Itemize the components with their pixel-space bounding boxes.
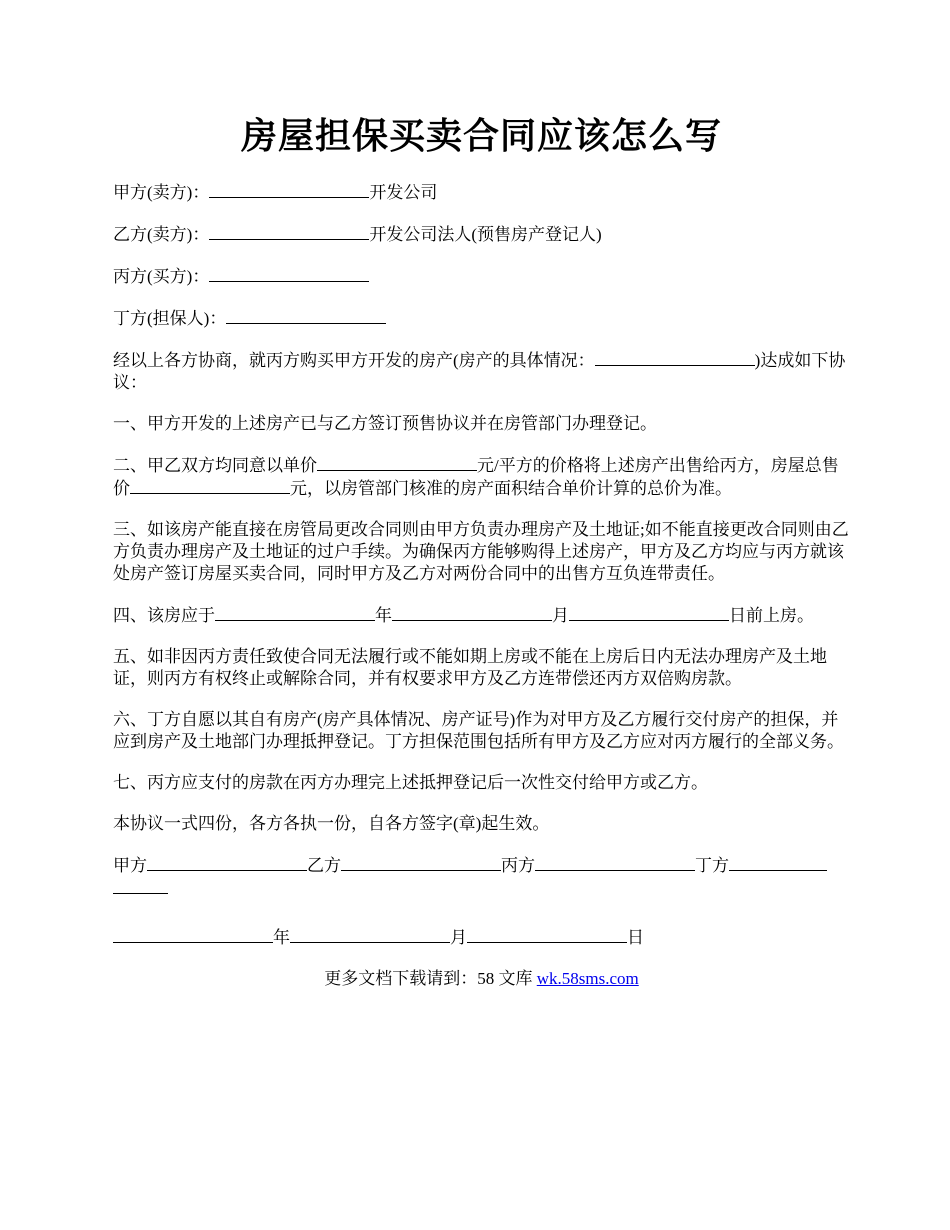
blank-line [215, 604, 375, 621]
blank-line [569, 604, 729, 621]
blank-line [113, 926, 273, 943]
party-b-suffix: 开发公司法人(预售房产登记人) [369, 225, 602, 244]
party-b-label: 乙方(卖方)： [113, 225, 210, 244]
blank-line [595, 349, 755, 366]
party-a-line [113, 181, 850, 204]
clause-3: 三、如该房产能直接在房管局更改合同则由甲方负责办理房产及土地证;如不能直接更改合同则由乙方负责办理房产及土地证的过户手续。为确保丙方能够购得上述房产，甲方及乙方均应与丙方就该处房产签订房屋买卖合同，同时甲方及乙方对两份合同中的出售方互负连带责任。 [113, 520, 849, 583]
party-a-label: 甲方(卖方)： [113, 183, 210, 202]
sign-party-c: 丙方 [501, 856, 535, 875]
month-label: 月 [552, 606, 569, 625]
party-b-line [113, 223, 850, 246]
blank-line [226, 307, 386, 324]
blank-line [341, 854, 501, 871]
sign-party-a: 甲方 [113, 856, 147, 875]
clause-5: 五、如非因丙方责任致使合同无法履行或不能如期上房或不能在上房后日内无法办理房产及土地证，则丙方有权终止或解除合同，并有权要求甲方及乙方连带偿还丙方双倍购房款。 [113, 647, 827, 688]
date-month-label: 月 [450, 928, 467, 947]
clause-6: 六、丁方自愿以其自有房产(房产具体情况、房产证号)作为对甲方及乙方履行交付房产的担保，并应到房产及土地部门办理抵押登记。丁方担保范围包括所有甲方及乙方应对丙方履行的全部义务。 [113, 710, 844, 751]
clause-4 [113, 604, 850, 627]
party-c-line [113, 265, 850, 288]
signature-line [113, 854, 850, 900]
blank-line [209, 265, 369, 282]
footer [113, 968, 850, 990]
document-body [113, 181, 850, 949]
blank-line [113, 877, 168, 894]
blank-line [147, 854, 307, 871]
intro-text-end: )达成如下协议： [113, 351, 846, 392]
clause-1: 一、甲方开发的上述房产已与乙方签订预售协议并在房管部门办理登记。 [113, 414, 657, 433]
intro-text: 经以上各方协商，就丙方购买甲方开发的房产(房产的具体情况： [113, 351, 595, 370]
year-label: 年 [375, 606, 392, 625]
blank-line [290, 926, 450, 943]
sign-party-b: 乙方 [307, 856, 341, 875]
blank-line [209, 223, 369, 240]
blank-line [392, 604, 552, 621]
party-c-label: 丙方(买方)： [113, 267, 210, 286]
party-d-label: 丁方(担保人)： [113, 309, 227, 328]
blank-line [729, 854, 827, 871]
date-year-label: 年 [273, 928, 290, 947]
clause-4-text: 日前上房。 [729, 606, 814, 625]
blank-line [317, 454, 477, 471]
page-title: 房屋担保买卖合同应该怎么写 [240, 116, 722, 156]
agreement-intro [113, 349, 850, 394]
blank-line [209, 181, 369, 198]
party-a-suffix: 开发公司 [369, 183, 438, 202]
clause-2-text: 元/平方的价格将上述房产出售给丙方，房屋总售价 [113, 456, 839, 498]
blank-line [467, 926, 627, 943]
party-d-line [113, 307, 850, 330]
clause-2-text: 元，以房管部门核准的房产面积结合单价计算的总价为准。 [290, 479, 732, 498]
footer-link[interactable]: wk.58sms.com [536, 969, 639, 988]
sign-party-d: 丁方 [695, 856, 729, 875]
date-line [113, 926, 850, 949]
clause-2 [113, 454, 850, 500]
blank-line [130, 477, 290, 494]
blank-line [535, 854, 695, 871]
clause-4-text: 四、该房应于 [113, 606, 215, 625]
clause-7: 七、丙方应支付的房款在丙方办理完上述抵押登记后一次性交付给甲方或乙方。 [113, 773, 708, 792]
footer-text: 更多文档下载请到：58 文库 [324, 969, 537, 988]
clause-8: 本协议一式四份，各方各执一份，自各方签字(章)起生效。 [113, 814, 550, 833]
clause-2-text: 二、甲乙双方均同意以单价 [113, 456, 317, 475]
date-day-label: 日 [627, 928, 644, 947]
